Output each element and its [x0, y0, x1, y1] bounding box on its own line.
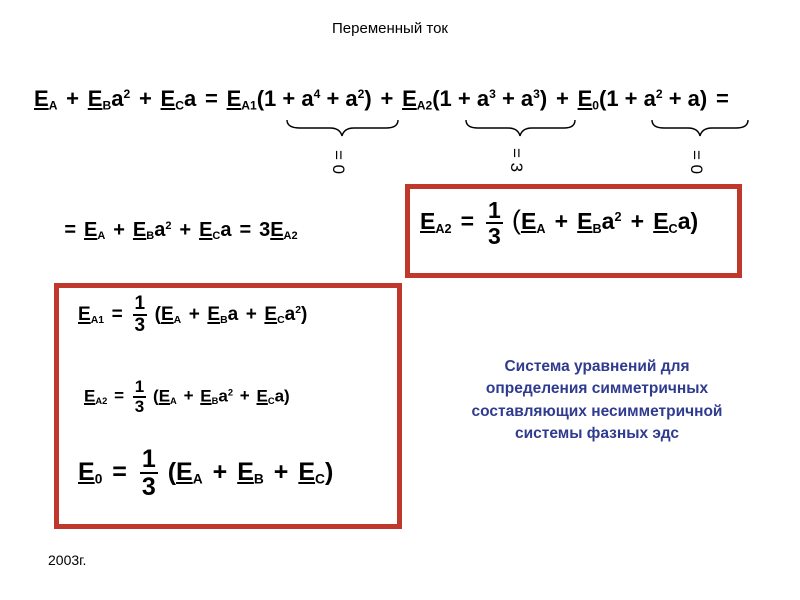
brace-label-2: = 3 [507, 147, 527, 173]
power-3: 3 [489, 87, 496, 102]
sub-a2: A2 [283, 230, 298, 243]
sub-c: C [315, 471, 325, 487]
plus-sign: + [188, 303, 200, 325]
var-ec: E [199, 219, 213, 241]
system-eq-ea2 [84, 378, 290, 416]
numerator: 1 [141, 445, 156, 473]
brace-2-icon [466, 120, 575, 136]
brace-label-1: = 0 [329, 149, 349, 175]
plus-sign: + [113, 219, 125, 241]
coefficient-3: 3 [259, 219, 271, 241]
plus-sign: + [212, 457, 228, 486]
formula-ea2 [420, 198, 698, 248]
equals-sign: = [716, 86, 729, 111]
equals-sign: = [112, 457, 127, 486]
denominator: 3 [134, 314, 146, 336]
denominator: 3 [134, 396, 145, 416]
power-3: 3 [533, 87, 540, 102]
a-symbol: a [183, 86, 197, 111]
var-ea: E [158, 386, 171, 406]
fraction-one-third [486, 198, 503, 248]
sub-a: A [170, 395, 177, 406]
a-symbol: a [601, 208, 615, 235]
var-ea: E [520, 208, 537, 235]
sub-a2: A2 [416, 98, 433, 113]
a-symbol: a [284, 303, 296, 325]
equals-sign: = [239, 219, 252, 241]
sub-a: A [192, 471, 203, 487]
close-term: a) [677, 208, 699, 235]
power-2: 2 [165, 219, 172, 232]
brace-3-icon [652, 120, 748, 136]
open-paren: ( [153, 386, 159, 406]
denominator: 3 [141, 473, 156, 502]
var-ea2: E [420, 208, 436, 235]
var-eb: E [132, 219, 147, 241]
under-braces [0, 116, 800, 176]
sub-a: A [173, 314, 182, 326]
var-eb: E [200, 386, 212, 406]
system-eq-ea1 [78, 294, 307, 336]
var-eb: E [577, 208, 593, 235]
var-ec: E [298, 457, 316, 486]
var-ea: E [34, 86, 49, 111]
close-paren: ) [301, 303, 308, 325]
plus-sign: + [245, 303, 257, 325]
a-symbol: a [227, 303, 239, 325]
open-paren: ( [154, 303, 161, 325]
a-symbol: a [220, 219, 232, 241]
a-symbol: a [111, 86, 124, 111]
var-ea1: E [226, 86, 242, 111]
group-2-close: ) [539, 86, 548, 111]
sub-a1: A1 [241, 98, 257, 113]
sub-b: B [146, 230, 155, 243]
sub-b: B [102, 98, 112, 113]
sub-b: B [220, 314, 228, 326]
var-ea: E [160, 303, 174, 325]
group-2-mid: + a [495, 86, 534, 111]
numerator: 1 [487, 197, 501, 223]
numerator: 1 [134, 377, 145, 396]
equals-sign: = [111, 303, 123, 325]
equation-line-1 [34, 86, 731, 112]
power-2: 2 [357, 87, 365, 102]
plus-sign: + [179, 219, 192, 241]
var-eb: E [237, 457, 254, 486]
group-1-close: ) [364, 86, 372, 111]
sub-b: B [592, 221, 602, 236]
sub-c: C [212, 230, 221, 243]
plus-sign: + [183, 386, 194, 406]
group-2-open: (1 + a [432, 86, 490, 111]
equals-sign: = [204, 86, 218, 111]
sub-0: 0 [592, 98, 599, 113]
plus-sign: + [66, 86, 80, 111]
var-ea2: E [84, 386, 96, 406]
open-paren: ( [167, 457, 177, 486]
power-2: 2 [123, 87, 131, 102]
system-description: Система уравнений для определения симметричных составляющих несимметричной системы фазных эдс [471, 358, 723, 443]
group-1-mid: + a [320, 86, 358, 111]
sub-a1: A1 [90, 314, 105, 326]
plus-sign: + [273, 457, 289, 486]
var-ea2: E [270, 219, 284, 241]
a-symbol: a [218, 386, 228, 406]
var-ea1: E [78, 303, 91, 325]
group-3-close: + a) [662, 86, 708, 111]
equation-line-2 [62, 219, 298, 242]
footer-year: 2003г. [48, 552, 87, 568]
fraction-one-third [133, 294, 148, 336]
numerator: 1 [134, 293, 146, 314]
plus-sign: + [239, 386, 250, 406]
a-symbol: a [154, 219, 166, 241]
denominator: 3 [487, 223, 501, 250]
equals-sign: = [114, 386, 124, 406]
plus-sign: + [138, 86, 152, 111]
fraction-one-third [140, 446, 158, 501]
plus-sign: + [554, 208, 569, 235]
sub-0: 0 [94, 471, 103, 487]
brace-label-3: = 0 [687, 149, 707, 175]
group-1-open: (1 + a [256, 86, 314, 111]
sub-c: C [175, 98, 184, 113]
sub-a: A [97, 230, 106, 243]
sub-c: C [267, 395, 275, 406]
var-eb: E [207, 303, 221, 325]
var-ea: E [176, 457, 193, 486]
power-4: 4 [313, 87, 321, 102]
power-2: 2 [614, 210, 622, 224]
sub-a: A [536, 221, 546, 236]
system-eq-e0 [78, 446, 333, 501]
group-3-open: (1 + a [599, 86, 656, 111]
var-ec: E [256, 386, 268, 406]
plus-sign: + [555, 86, 569, 111]
sub-c: C [668, 221, 678, 236]
sub-c: C [277, 314, 285, 326]
var-ec: E [160, 86, 176, 111]
sub-a2: A2 [95, 395, 108, 406]
power-2: 2 [295, 305, 302, 317]
var-ea2: E [402, 86, 417, 111]
equals-sign: = [64, 219, 77, 241]
close-term: a) [274, 386, 290, 406]
var-ea: E [84, 219, 98, 241]
var-ec: E [653, 208, 669, 235]
plus-sign: + [630, 208, 645, 235]
sub-b: B [211, 395, 219, 406]
plus-sign: + [380, 86, 394, 111]
equals-sign: = [460, 208, 475, 235]
page-title: Переменный ток [332, 20, 448, 37]
open-paren: ( [511, 204, 521, 236]
power-2: 2 [227, 387, 234, 398]
var-e0: E [78, 457, 95, 486]
fraction-one-third [133, 378, 146, 416]
var-e0: E [577, 86, 593, 111]
var-ec: E [264, 303, 278, 325]
power-2: 2 [655, 87, 663, 102]
sub-b: B [253, 471, 264, 487]
sub-a: A [48, 98, 58, 113]
close-paren: ) [324, 457, 334, 486]
brace-1-icon [287, 120, 398, 136]
sub-a2: A2 [435, 221, 452, 236]
var-eb: E [87, 86, 103, 111]
